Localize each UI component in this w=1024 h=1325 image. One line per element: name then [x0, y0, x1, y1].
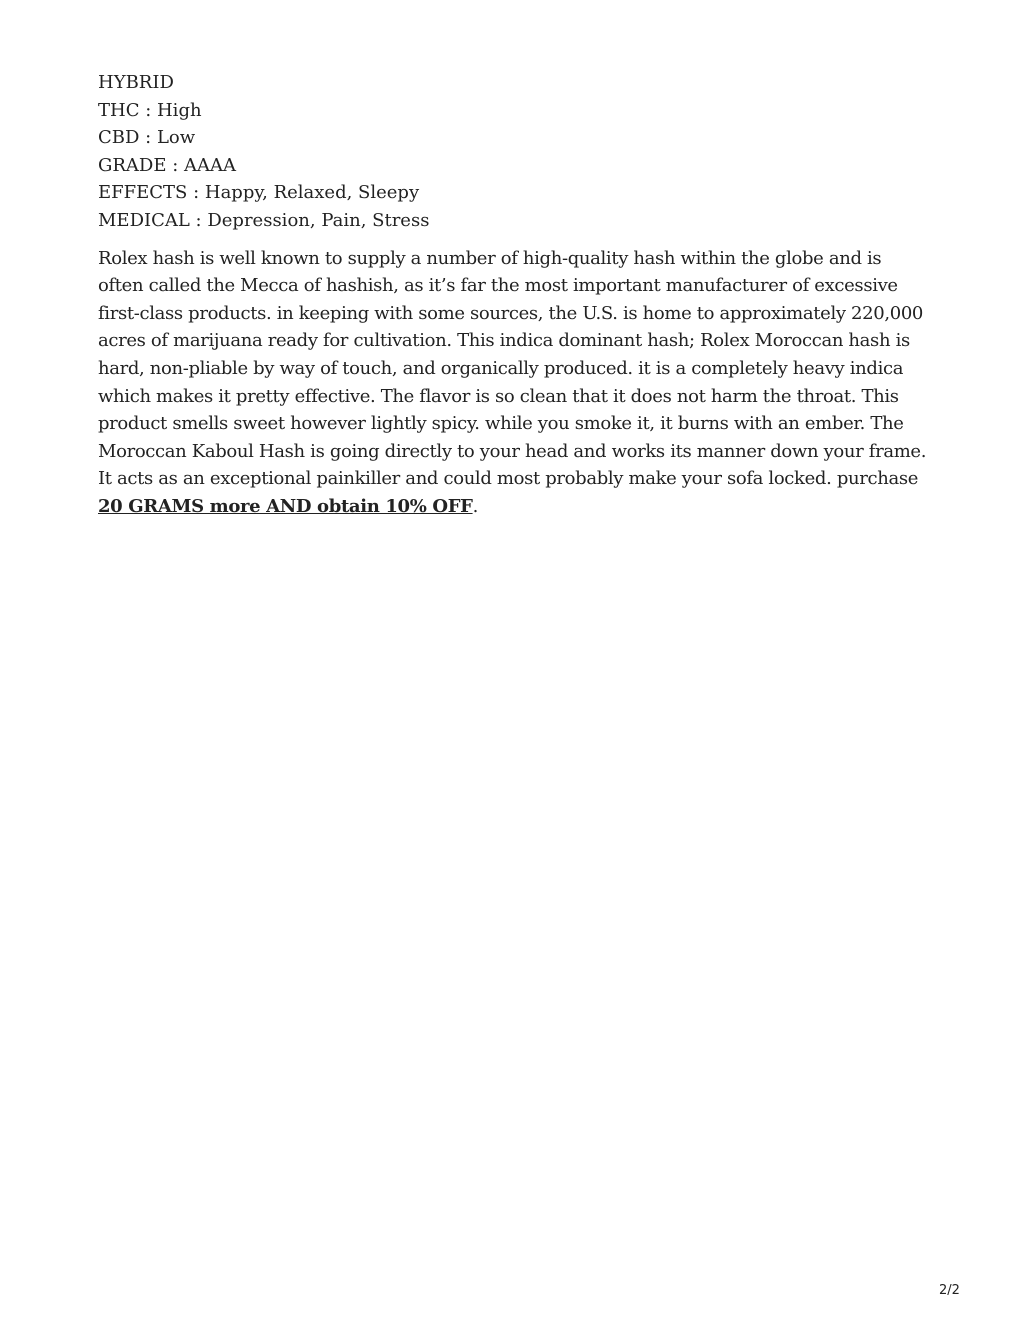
page-content [98, 69, 930, 539]
spec-grade: GRADE : AAAA [98, 154, 237, 176]
spec-cbd: CBD : Low [98, 127, 196, 149]
spec-type: HYBRID [98, 72, 174, 93]
spec-thc: THC : High [98, 99, 202, 121]
page-number: 2/2 [939, 1283, 960, 1298]
spec-effects: EFFECTS : Happy, Relaxed, Sleepy [98, 182, 420, 204]
product-description [98, 245, 930, 521]
spec-medical: MEDICAL : Depression, Pain, Stress [98, 209, 430, 231]
promo-link[interactable]: 20 GRAMS more AND obtain 10% OFF [98, 495, 473, 517]
description-end: . [472, 495, 478, 517]
product-specs [98, 69, 930, 235]
description-text: Rolex hash is well known to supply a number of high-quality hash within the globe and is often called the Mecca of hashish, as it’s far the most important manufacturer of excessive first-class products. in keeping with some sources, the U.S. is home to approximately 220,000 acres of marijuana ready for cultivation. This indica dominant hash; Rolex Moroccan hash is hard, non-pliable by way of touch, and organically produced. it is a completely heavy indica which makes it pretty effective. The flavor is so clean that it does not harm the throat. This product smells sweet however lightly spicy. while you smoke it, it burns with an ember. The Moroccan Kaboul Hash is going directly to your head and works its manner down your frame. It acts as an exceptional painkiller and could most probably make your sofa locked. purchase [98, 247, 927, 490]
